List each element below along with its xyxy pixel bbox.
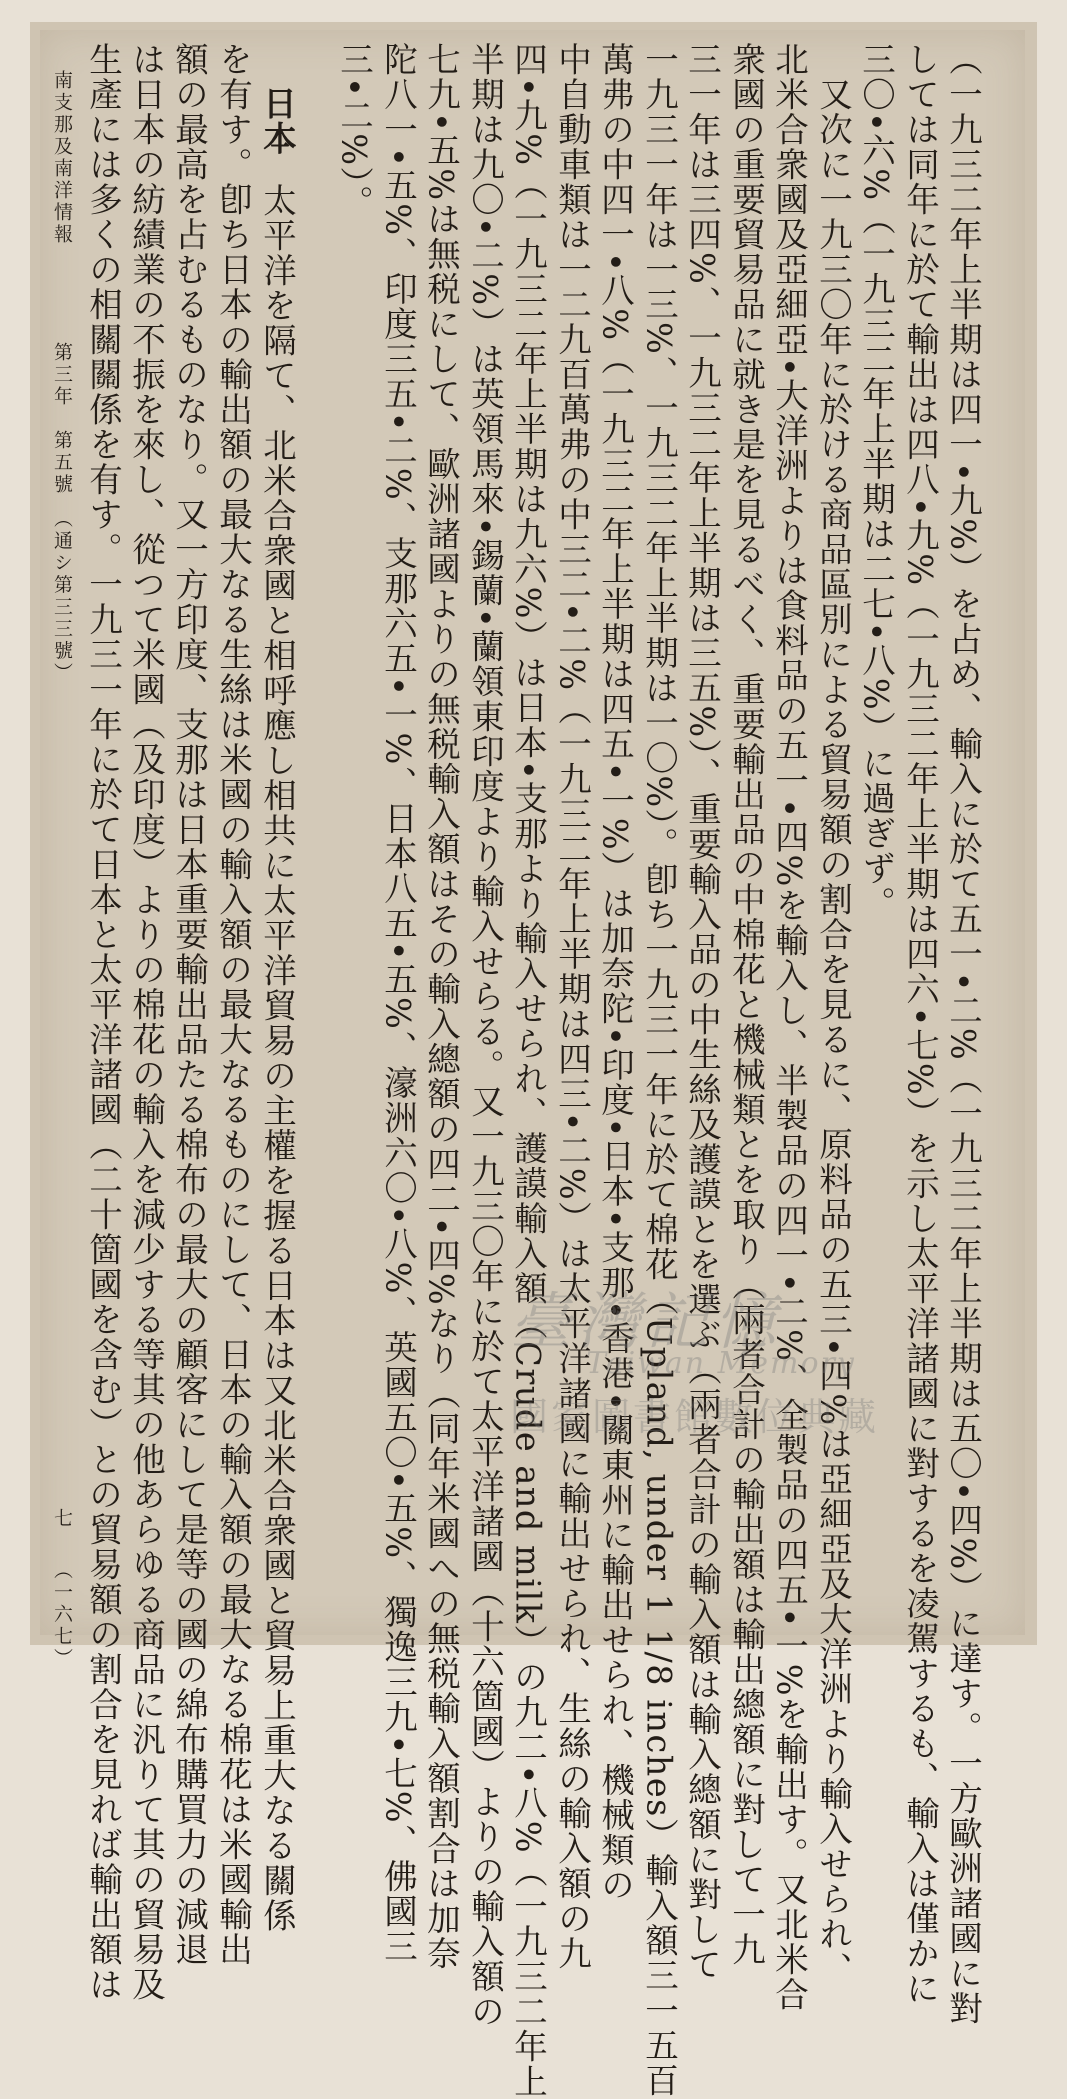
watermark-subtitle: Taiwan Memory (586, 1346, 856, 1381)
text-line: 三〇•六%（一九三二年上半期は二七•八%）に過ぎず。 (856, 42, 896, 922)
section-heading-japan: 日本 (257, 86, 297, 156)
text-line: 半期は九〇•二%）は英領馬來•錫蘭•蘭領東印度より輸入せらる。又一九三〇年に於て太平洋諸國（十六箇國）よりの輸入額の (465, 42, 505, 2030)
text-line: 萬弗の中四一•八%（一九三二年上半期は四五•一%）は加奈陀•印度•日本•支那•香港•關東州に輸出せられ、機械類の (595, 42, 635, 1903)
watermark-library: 國家圖書館數位典藏 (510, 1395, 880, 1439)
watermark-title: 臺灣記憶 (510, 1285, 783, 1358)
watermark (510, 1272, 880, 1439)
page-number: 七 (51, 1508, 73, 1530)
text-line: 又次に一九三〇年に於ける商品區別による貿易額の割合を見るに、原料品の五三•四%は亞細亞及大洋洲より輸入せられ、 (813, 42, 853, 1987)
page-number-total: （一六七） (51, 1560, 73, 1670)
text-line: 中自動車類は一二九百萬弗の中三二•二%（一九三二年上半期は四三•二%）は太平洋諸國に輸出せられ、生絲の輸入額の九 (552, 42, 592, 1972)
text-line: 陀八一•五%、印度三五•二%、支那六五•一%、日本八五•五%、濠洲六〇•八%、英國五〇•五%、獨逸三九•七%、佛國三 (378, 42, 418, 1965)
text-line: 衆國の重要貿易品に就き是を見るべく、重要輸出品の中棉花と機械類とを取り（兩者合計の輸出額は輸出總額に對して一九 (726, 42, 766, 1967)
text-line: しては同年に於て輸出は四八•九%（一九三二年上半期は四六•七%）を示し太平洋諸國に對するを凌駕するも、輸入は僅かに (900, 42, 940, 2007)
text-line: 太平洋を隔て、北米合衆國と相呼應し相共に太平洋貿易の主權を握る日本は又北米合衆國と貿易上重大なる關係 (257, 148, 297, 1933)
text-line: を有す。卽ち日本の輸出額の最大なる生絲は米國の輸入額の最大なるものにして、日本の輸入額の最大なる棉花は米國輸出 (213, 42, 253, 1967)
text-line: （一九三二年上半期は四一•九%）を占め、輸入に於て五一•二%（一九三二年上半期は五〇•四%）に達す。一方歐洲諸國に對 (943, 42, 983, 2026)
text-line: 三一年は三四%、一九三二年上半期は三五%）、重要輸入品の中生絲及護謨とを選ぶ（兩者合計の輸入額は輸入總額に對して (682, 42, 722, 1982)
publication-title: 南支那及南洋情報 (51, 70, 73, 246)
text-line: 七九•五%は無税にして、歐洲諸國よりの無税輸入額はその輸入總額の四二•四%なり（同年米國への無税輸入額割合は加奈 (421, 42, 461, 1972)
issue-info: 第三年 第五號 （通シ第三三號） (51, 342, 73, 685)
text-line: 四•九%（一九三二年上半期は九六%）は日本•支那より輸入せられ、護謨輸入額（Crude and milk）の九二•八%（一九三二年上 (508, 42, 548, 2099)
text-line: 三•二%）。 (334, 42, 374, 220)
scanned-page (30, 22, 1037, 2099)
page-frame (40, 30, 1025, 2099)
text-line: 生產には多くの相關關係を有す。一九三一年に於て日本と太平洋諸國（二十箇國を含む）との貿易額の割合を見れば輸出額は (83, 42, 123, 2002)
text-line: 北米合衆國及亞細亞•大洋洲よりは食料品の五一•四%を輸入し、半製品の四一•二%、全製品の四五•一%を輸出す。又北米合 (769, 42, 809, 2013)
text-line: 額の最高を占むるものなり。又一方印度、支那は日本重要輸出品たる棉布の最大の顧客にして是等の國の綿布購買力の減退 (169, 42, 209, 1967)
text-line: 一九三一年は一三%、一九三二年上半期は一〇%）。卽ち一九三一年に於て棉花（Upland, under 1 1/8 inches）輸入額三一五百 (639, 42, 679, 2098)
text-line: は日本の紡績業の不振を來し、從つて米國（及印度）よりの棉花の輸入を減少する等其の他あらゆる商品に汎りて其の貿易及 (126, 42, 166, 2002)
